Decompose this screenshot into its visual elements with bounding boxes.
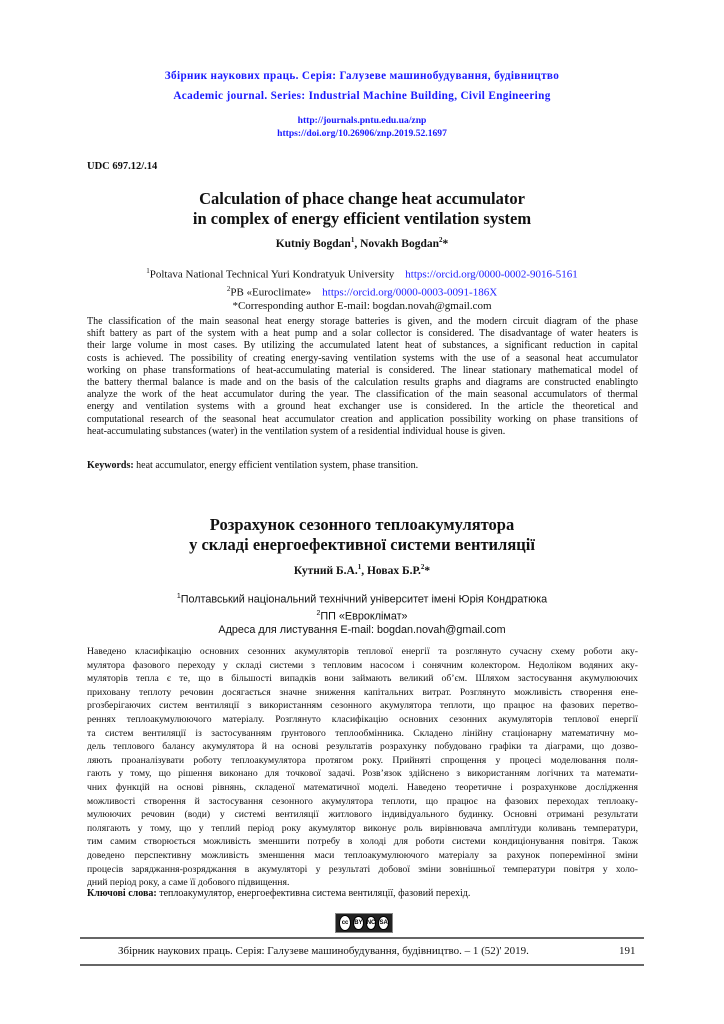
footer-top-rule [80, 937, 644, 939]
abstract-line: The classification of the main seasonal heat energy storage batteries is given, and the modern circuit diagram of the phase [87, 316, 638, 327]
keywords-label: Keywords: [87, 460, 134, 471]
nc-noncommercial-icon: NC [366, 916, 377, 930]
affil-name: ПП «Евроклімат» [320, 610, 408, 623]
abstract-line: working on phase transformations of heat-accumulating material is considered. The linear stationary mathematical model of [87, 364, 638, 376]
author-name: Кутний Б.А. [293, 564, 358, 577]
abstract-line: та систем вентиляції із застосуванням ґрунтового теплообмінника. Складено лінійну стаціонарну математичну мо- [87, 727, 638, 739]
affil-sup: 2 [226, 284, 231, 293]
keywords-label: Ключові слова: [87, 888, 157, 899]
affil-name: Полтавський національний технічний університет імені Юрія Кондратюка [180, 593, 548, 606]
abstract-line: computational research of the seasonal heat accumulator creation and application possibility working on phase transitions of [87, 413, 638, 425]
english-title-line: in complex of energy efficient ventilation system [192, 208, 532, 228]
abstract-line: analyze the work of the heat accumulator during the year. The classification of the main seasonal accumulators of thermal [87, 389, 638, 401]
abstract-line: the battery thermal balance is made and on the basis of the calculation results graphs and diagrams are constructed enablingto [87, 377, 638, 389]
keywords-text: heat accumulator, energy efficient ventilation system, phase transition. [133, 460, 419, 471]
udc-code: UDC 697.12/.14 [87, 161, 158, 172]
author-separator: , [361, 564, 367, 577]
ukrainian-keywords [87, 888, 470, 899]
ukrainian-title-line: у складі енергоефективної системи вентиляції [189, 534, 535, 554]
abstract-line: their large volume in most cases. By utilizing the accumulated latent heat of substances, a significant reduction in capital [87, 340, 638, 352]
doi-link[interactable]: https://doi.org/10.26906/znp.2019.52.1697 [277, 128, 447, 139]
english-authors [0, 236, 724, 250]
author-name: Novakh Bogdan [360, 237, 440, 250]
author-separator: , [354, 237, 361, 250]
corresponding-star: * [442, 237, 449, 250]
orcid-link[interactable]: https://orcid.org/0000-0002-9016-5161 [405, 268, 578, 281]
ukrainian-title-line: Розрахунок сезонного теплоакумулятора [209, 515, 515, 534]
abstract-line: ляють проаналізувати роботу теплоакумулятора протягом року. Прийняті спрощення у процесі моделювання поля- [87, 754, 638, 766]
affiliation-2 [0, 282, 724, 300]
corresponding-author: Адреса для листування E-mail: bogdan.novah@gmail.com [218, 624, 506, 637]
creative-commons-license-badge[interactable] [335, 913, 393, 933]
by-attribution-icon: BY [353, 916, 364, 930]
author-sup: 1 [357, 563, 362, 571]
abstract-line: shift battery as part of the system with a heat pump and a solar collector is considered. The disadvantage of water heaters is [87, 328, 638, 340]
abstract-line: можливості створення й застосування сезонного акумулятора теплоти, що працює на фазових переходах теплоаку- [87, 795, 638, 807]
ukrainian-title [0, 515, 724, 554]
abstract-line: реннях теплоакумулюючого матеріалу. Розглянуто класифікацію основних сезонних акумуляторів теплової енергії [87, 713, 638, 725]
abstract-line: costs is achieved. The possibility of creating energy-saving ventilation systems with the use of a seasonal heat accumulator [87, 352, 638, 364]
author-name: Kutniy Bogdan [275, 237, 351, 250]
abstract-line: гають у тому, що рішення виконано для точкової задачі. Розв’язок здійснено з використанням логічних та математи- [87, 768, 638, 780]
abstract-line: процесів заряджання-розряджання в акумуляторі у результаті добової зміни зовнішньої температури повітря у холо- [87, 863, 638, 875]
english-keywords [87, 460, 418, 471]
affiliation-1 [0, 264, 724, 282]
journal-url-link[interactable]: http://journals.pntu.edu.ua/znp [297, 115, 427, 126]
journal-title-en: Academic journal. Series: Industrial Machine Building, Civil Engineering [173, 90, 551, 102]
english-title-line: Calculation of phace change heat accumulator [199, 189, 525, 208]
abstract-line: дель теплового балансу акумулятора й на основі результатів розрахунку побудовано графіки та діаграми, що дозво- [87, 741, 638, 753]
abstract-line: муляторів тепла є те, що в більшості випадків вони займають великий об’єм. Шляхом застосування акумулюючих [87, 673, 638, 685]
abstract-line: полягають у тому, що у теплий період року акумулятор виконує роль вирівнювача амплітуди коливань температури, [87, 822, 638, 834]
author-sup: 2 [420, 563, 425, 571]
author-name: Новах Б.Р. [366, 564, 421, 577]
ukrainian-abstract [87, 645, 638, 890]
abstract-line: мулятора фазового переходу у складі системи з тепловим насосом і сонячним колектором. Недоліком водяних аку- [87, 659, 638, 671]
author-sup: 2 [439, 236, 443, 244]
abstract-line: тим самим створюється можливість зменшити потребу в холоді для роботи системи кондиціонування повітря. Також [87, 836, 638, 848]
keywords-text: теплоакумулятор, енергоефективна система вентиляції, фазовий перехід. [156, 888, 471, 899]
affil-sup: 2 [316, 609, 321, 617]
affiliation-1 [0, 590, 724, 607]
affil-name: PB «Euroclimate» [230, 286, 312, 299]
orcid-link[interactable]: https://orcid.org/0000-0003-0091-186X [322, 286, 498, 299]
affil-sup: 1 [146, 267, 150, 275]
abstract-line: дний період року, а саме її добового підвищення. [87, 877, 290, 889]
abstract-line: мулюючих речовин (води) у системі вентиляції житлового індивідуального будинку. Основні отримані результати [87, 809, 638, 821]
ukrainian-affiliations [0, 590, 724, 637]
abstract-line: ргозберігаючих систем вентиляції з використанням сезонного акумулятора теплоти, що працює на фазових перетво- [87, 700, 638, 712]
ukrainian-authors [0, 563, 724, 577]
english-abstract [87, 316, 638, 438]
abstract-line: energy and ventilation systems with a ground heat exchanger use is considered. In the article the theoretical and [87, 401, 638, 413]
affil-sup: 1 [176, 593, 181, 600]
cc-icon: cc [339, 915, 351, 931]
abstract-line: чних функцій на основі рівнянь, складеної математичної моделі. Наведено теоретичне і розрахункове дослідження [87, 781, 638, 793]
affiliation-2 [0, 607, 724, 624]
footer-bottom-rule [80, 964, 644, 966]
abstract-line: heat-accumulating substances (water) in the ventilation system of a residential individual house is given. [87, 425, 506, 437]
corresponding-author: *Corresponding author E-mail: bogdan.novah@gmail.com [232, 300, 492, 313]
english-title [0, 189, 724, 228]
abstract-line: Наведено класифікацію основних сезонних акумуляторів теплової енергії та розглянуто сучасну схему роботи аку- [87, 646, 638, 657]
footer-journal-citation: Збірник наукових праць. Серія: Галузеве машинобудування, будівництво. – 1 (52)' 2019. [118, 945, 529, 957]
corresponding-star: * [424, 564, 431, 577]
english-affiliations [0, 264, 724, 313]
affil-name: Poltava National Technical Yuri Kondratyuk University [149, 268, 395, 281]
author-sup: 1 [350, 236, 355, 244]
abstract-line: приховану теплоту речовин досягається значне зниження капітальних витрат. Розглянуто можливість створення ене- [87, 686, 638, 698]
sa-sharealike-icon: SA [378, 916, 389, 930]
journal-title-ua: Збірник наукових праць. Серія: Галузеве машинобудування, будівництво [164, 70, 560, 82]
abstract-line: доведено перспективну можливість зменшення маси теплоакумулюючого матеріалу за рахунок поперемінної зміни [87, 849, 638, 861]
page-number: 191 [619, 945, 636, 957]
